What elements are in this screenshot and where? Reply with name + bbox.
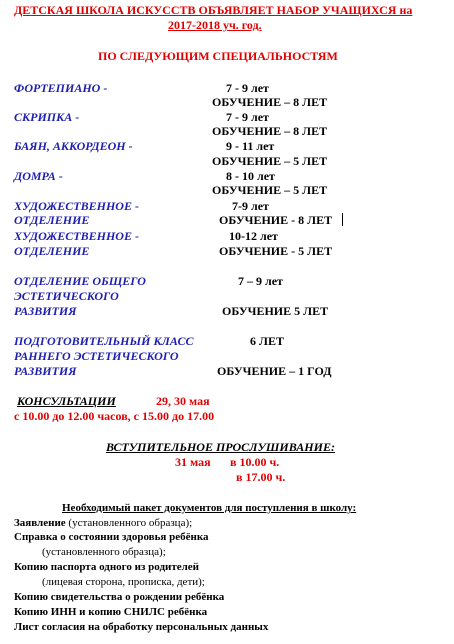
audition-time-2: в 17.00 ч. <box>236 470 286 484</box>
specialty-name: ОТДЕЛЕНИЕ <box>14 213 90 227</box>
section-subtitle: ПО СЛЕДУЮЩИМ СПЕЦИАЛЬНОСТЯМ <box>98 49 338 63</box>
document-item <box>14 530 209 544</box>
document-item: Копию ИНН и копию СНИЛС ребёнка <box>14 606 208 618</box>
specialty-name: ПОДГОТОВИТЕЛЬНЫЙ КЛАСС <box>14 334 194 348</box>
audition-date: 31 мая <box>175 455 211 469</box>
specialty-name: РАЗВИТИЯ <box>14 364 77 378</box>
document-item-note: (лицевая сторона, прописка, дети); <box>42 576 205 588</box>
specialty-duration: ОБУЧЕНИЕ 5 ЛЕТ <box>222 304 329 318</box>
specialty-name: ХУДОЖЕСТВЕННОЕ - <box>14 199 139 213</box>
specialty-duration: ОБУЧЕНИЕ – 5 ЛЕТ <box>212 183 328 197</box>
specialty-name: ФОРТЕПИАНО - <box>14 81 108 95</box>
document-item: Лист согласия на обработку персональных данных <box>14 621 269 633</box>
specialty-ages: 7 - 9 лет <box>226 110 269 124</box>
specialty-ages: 10-12 лет <box>229 229 278 243</box>
document-item-bold: Справка о состоянии здоровья ребёнка <box>14 531 209 543</box>
document-item: Копию свидетельства о рождении ребёнка <box>14 591 225 603</box>
specialty-ages: 7 – 9 лет <box>238 274 283 288</box>
text-cursor <box>342 213 343 226</box>
specialty-name: РАЗВИТИЯ <box>14 304 77 318</box>
document-item-note: (установленного образца); <box>68 517 193 529</box>
specialty-duration: ОБУЧЕНИЕ – 8 ЛЕТ <box>212 95 328 109</box>
specialty-ages: 7-9 лет <box>232 199 269 213</box>
consultations-dates: 29, 30 мая <box>156 394 210 408</box>
header-line-1: ДЕТСКАЯ ШКОЛА ИСКУССТВ ОБЪЯВЛЯЕТ НАБОР УЧАЩИХСЯ на <box>14 3 413 17</box>
specialty-name: ОТДЕЛЕНИЕ <box>14 244 90 258</box>
document-item <box>14 516 192 530</box>
document-item-bold: Копию паспорта одного из родителей <box>14 561 200 573</box>
specialty-duration: ОБУЧЕНИЕ - 8 ЛЕТ <box>219 213 333 227</box>
header-line-2: 2017-2018 уч. год. <box>168 18 262 32</box>
specialty-ages: 8 - 10 лет <box>226 169 275 183</box>
audition-label: ВСТУПИТЕЛЬНОЕ ПРОСЛУШИВАНИЕ: <box>106 440 335 454</box>
specialty-name: БАЯН, АККОРДЕОН - <box>14 139 133 153</box>
specialty-name: РАННЕГО ЭСТЕТИЧЕСКОГО <box>14 349 179 363</box>
specialty-duration: ОБУЧЕНИЕ – 1 ГОД <box>217 364 332 378</box>
specialty-duration: ОБУЧЕНИЕ – 5 ЛЕТ <box>212 154 328 168</box>
specialty-duration: ОБУЧЕНИЕ – 8 ЛЕТ <box>212 124 328 138</box>
documents-heading: Необходимый пакет документов для поступления в школу: <box>62 502 357 514</box>
consultations-label: КОНСУЛЬТАЦИИ <box>17 394 116 408</box>
specialty-name: ДОМРА - <box>14 169 63 183</box>
specialty-name: ОТДЕЛЕНИЕ ОБЩЕГО <box>14 274 146 288</box>
specialty-name: ЭСТЕТИЧЕСКОГО <box>14 289 119 303</box>
consultations-times: с 10.00 до 12.00 часов, с 15.00 до 17.00 <box>14 409 215 423</box>
document-item-note: (установленного образца); <box>42 546 166 558</box>
specialty-ages: 6 ЛЕТ <box>250 334 284 348</box>
document-item-bold: Заявление <box>14 517 69 529</box>
specialty-name: СКРИПКА - <box>14 110 80 124</box>
specialty-name: ХУДОЖЕСТВЕННОЕ - <box>14 229 139 243</box>
document-item <box>14 560 199 574</box>
specialty-ages: 9 - 11 лет <box>226 139 275 153</box>
specialty-duration: ОБУЧЕНИЕ - 5 ЛЕТ <box>219 244 333 258</box>
audition-time-1: в 10.00 ч. <box>230 455 280 469</box>
specialty-ages: 7 - 9 лет <box>226 81 269 95</box>
